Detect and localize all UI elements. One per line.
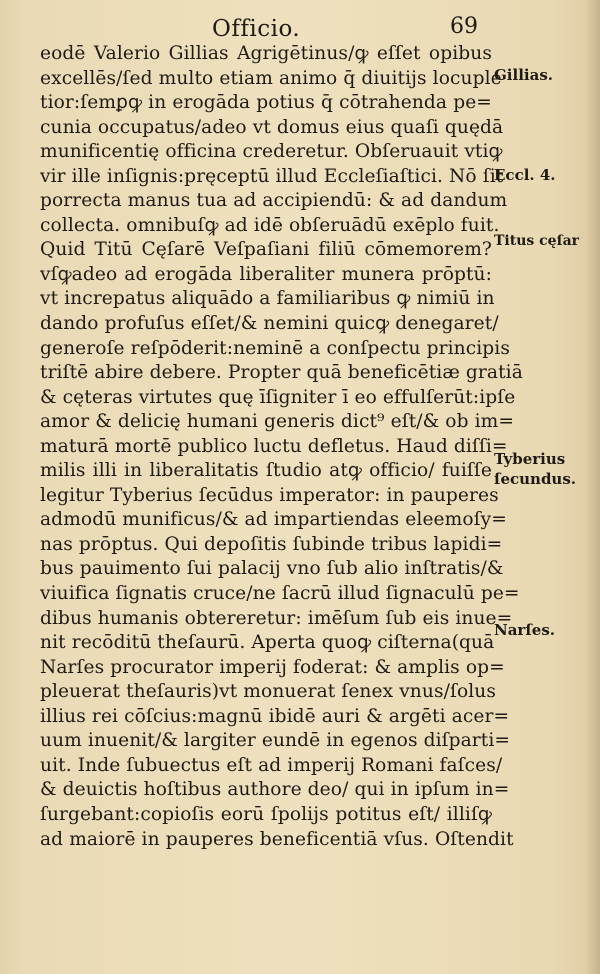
text-line: illius rei cōſcius:magnū ibidē auri & argēti acer=: [40, 705, 510, 727]
text-line: ſurgebant:copioſis eorū ſpolijs potitus eſt/ illiſꝙ: [40, 803, 492, 825]
text-line: ad maiorē in pauperes beneficentiā vſus. Oſtendit: [40, 828, 514, 850]
text-line: vir ille inſignis:pręceptū illud Eccleſiaſtici. Nō ſit: [40, 165, 504, 187]
text-line: admodū munificus/& ad impartiendas eleemoſy=: [40, 509, 507, 531]
text-line: uum inuenit/& largiter eundē in egenos diſparti=: [40, 730, 511, 752]
text-line: triſtē abire debere. Propter quā beneficētiæ gratiā: [40, 362, 523, 384]
text-line: cunia occupatus/adeo vt domus eius quaſi quędā: [40, 116, 504, 138]
text-line: milis illi in liberalitatis ſtudio atꝙ officio/ fuiſſe: [40, 460, 492, 482]
text-line: & deuictis hoſtibus authore deo/ qui in ipſum in=: [40, 779, 510, 801]
text-line: uit. Inde ſubuectus eſt ad imperij Romani faſces/: [40, 754, 503, 776]
text-line: collecta. omnibuſꝙ ad idē obſeruādū exēplo fuit.: [40, 214, 500, 236]
text-line: excellēs/ſed multo etiam animo q̄ diuitijs locuple: [40, 67, 502, 89]
margin-note-narses: Narſes.: [494, 621, 555, 639]
page-number: 69: [450, 14, 478, 39]
text-line: amor & delicię humani generis dict⁹ eſt/& ob im=: [40, 411, 515, 433]
text-line: nit recōditū theſaurū. Aperta quoꝙ ciſterna(quā: [40, 632, 495, 654]
text-line: vt increpatus aliquādo a familiaribus ꝙ nimiū in: [40, 288, 495, 310]
running-title: Officio.: [212, 16, 301, 42]
text-line: nas prōptus. Qui depoſitis ſubinde tribus lapidi=: [40, 533, 503, 555]
text-line: & cęteras virtutes quę īſigniter ī eo effulſerūt:ipſe: [40, 386, 516, 408]
page-header: [0, 10, 600, 44]
margin-note-gillias: Gillias.: [494, 66, 553, 84]
margin-note-eccl: Eccl. 4.: [494, 166, 556, 184]
text-line: Narſes procurator imperij foderat: & amplis op=: [40, 656, 505, 678]
text-line: vſꝙadeo ad erogāda liberaliter munera prōptū:: [40, 263, 492, 285]
text-line: generoſe reſpōderit:neminē a conſpectu principis: [40, 337, 510, 359]
text-line: legitur Tyberius ſecūdus imperator: in pauperes: [40, 484, 499, 506]
text-line: pleuerat theſauris)vt monuerat ſenex vnus/ſolus: [40, 681, 496, 703]
text-line: bus pauimento ſui palacij vno ſub alio inſtratis/&: [40, 558, 504, 580]
text-line: dando profuſus eſſet/& nemini quicꝙ denegaret/: [40, 313, 499, 335]
text-line: porrecta manus tua ad accipiendū: & ad dandum: [40, 190, 508, 212]
text-line: dibus humanis obtereretur: imēſum ſub eis inue=: [40, 607, 513, 629]
main-text-block: [40, 42, 523, 852]
margin-note-tyberius: Tyberius: [494, 450, 566, 468]
text-line: eodē Valerio Gillias Agrigētinus/ꝙ eſſet opibus: [40, 43, 492, 64]
text-line: tior:ſemꝑꝙ in erogāda potius q̄ cōtrahenda pe=: [40, 92, 492, 114]
margin-note-secundus: ſecundus.: [494, 470, 577, 488]
text-line: munificentię officina crederetur. Obſeruauit vtiꝙ: [40, 141, 503, 163]
margin-note-titus: Titus cęſar: [494, 233, 580, 249]
page-edge-shadow: [586, 0, 600, 974]
text-line: maturā mortē publico luctu defletus. Haud diſſi=: [40, 435, 508, 457]
text-line: Quid Titū Cęſarē Veſpaſiani filiū cōmemorem?: [40, 239, 492, 261]
text-line: viuifica ſignatis cruce/ne ſacrū illud ſignaculū pe=: [40, 583, 520, 605]
